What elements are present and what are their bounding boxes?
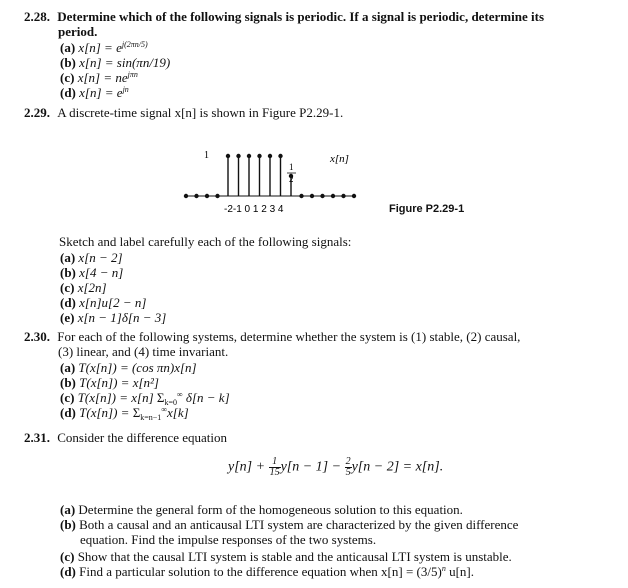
item-2-29-c: (c) x[2n] (60, 280, 107, 295)
stem-dot (236, 154, 240, 158)
problem-2-29-heading (24, 105, 343, 120)
difference-equation: y[n] + $\frac{1}{15}$ y[n − 1] − $\frac{2}{5}$ y[n − 2] = x[n]. (228, 456, 444, 478)
stem-dot (320, 194, 324, 198)
stem-dot (247, 154, 251, 158)
figure-half-den: 2 (289, 174, 294, 184)
item-2-30-b: (b) T(x[n]) = x[n²] (60, 375, 159, 390)
problem-text: For each of the following systems, determine whether the system is (1) stable, (2) causal, (57, 329, 521, 344)
stem-dot (194, 194, 198, 198)
problem-2-29-intro: Sketch and label carefully each of the following signals: (59, 234, 352, 249)
stem-dot (299, 194, 303, 198)
stem-dot (215, 194, 219, 198)
item-2-29-e: (e) x[n − 1]δ[n − 3] (60, 310, 167, 325)
stem-dot (257, 154, 261, 158)
problem-number: 2.31. (24, 430, 50, 445)
problem-text: Consider the difference equation (57, 430, 228, 445)
stem-dot (184, 194, 188, 198)
problem-number: 2.30. (24, 329, 50, 344)
figure-half-num: 1 (289, 162, 294, 172)
item-2-31-b-cont: equation. Find the impulse responses of the two systems. (80, 532, 377, 547)
stem-dot (226, 154, 230, 158)
item-2-30-a: (a) T(x[n]) = (cos πn)x[n] (60, 360, 197, 375)
item-2-31-c: (c) Show that the causal LTI system is stable and the anticausal LTI system is unstable. (60, 549, 512, 564)
item-2-31-b: (b) Both a causal and an anticausal LTI system are characterized by the given difference (60, 517, 519, 532)
item-2-28-d: (d) $x[n] = e^{jn}$ (60, 85, 129, 100)
item-2-30-c: (c) T(x[n]) = x[n] $\Sigma_{k=0}^\infty$ δ[n − k] (60, 390, 230, 407)
item-2-29-d: (d) x[n]u[2 − n] (60, 295, 147, 310)
figure-caption: Figure P2.29-1 (389, 203, 465, 215)
problem-2-30-heading (24, 329, 520, 344)
problem-text-cont: period. (58, 24, 98, 39)
item-2-30-d: (d) $T(x[n]) = \Sigma_{k=n-1}^\infty x[k]$ (60, 405, 189, 422)
stem-dot (278, 154, 282, 158)
stem-dot (268, 154, 272, 158)
stem-dot (310, 194, 314, 198)
problem-2-31-heading (24, 430, 227, 445)
item-2-28-c: (c) $x[n] = ne^{j\pi n}$ (60, 70, 138, 85)
stem-dot (341, 194, 345, 198)
stem-dot (205, 194, 209, 198)
item-2-31-d: (d) Find a particular solution to the difference equation when $x[n] = (3/5)^n$ u[n]. (60, 564, 474, 579)
stem-dot (331, 194, 335, 198)
figure-axis-ticks: -2-1 0 1 2 3 4 (224, 204, 284, 215)
problem-text: A discrete-time signal x[n] is shown in Figure P2.29-1. (57, 105, 344, 120)
item-2-29-a: (a) x[n − 2] (60, 250, 123, 265)
item-2-31-a: (a) Determine the general form of the homogeneous solution to this equation. (60, 502, 463, 517)
problem-text: Determine which of the following signals is periodic. If a signal is periodic, determine its (57, 9, 545, 24)
problem-number: 2.29. (24, 105, 50, 120)
problem-2-28-heading (24, 9, 544, 24)
item-2-29-b: (b) x[4 − n] (60, 265, 124, 280)
figure-signal-label: x[n] (330, 153, 349, 165)
item-2-28-b: (b) x[n] = sin(πn/19) (60, 55, 171, 70)
problem-number: 2.28. (24, 9, 50, 24)
stem-dot (352, 194, 356, 198)
item-2-28-a: (a) $x[n] = e^{j(2\pi n/5)}$ (60, 40, 148, 55)
problem-text-cont: (3) linear, and (4) time invariant. (58, 344, 229, 359)
figure-one-label: 1 (204, 150, 209, 161)
